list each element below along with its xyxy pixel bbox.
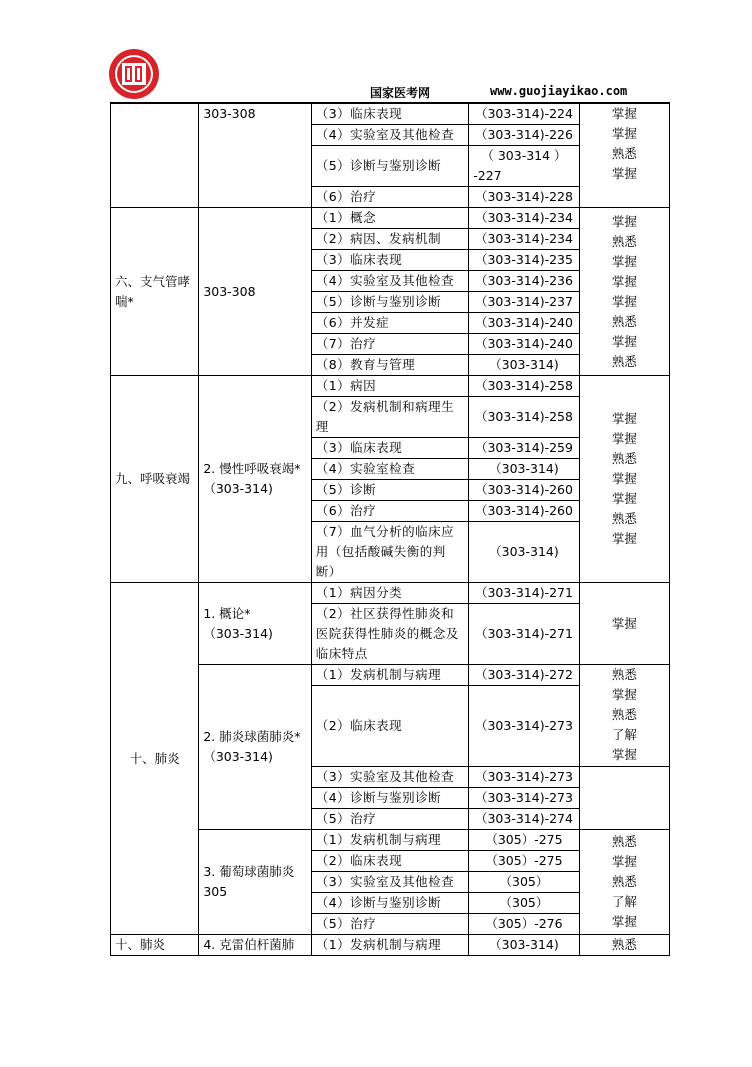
sub-title: 2. 肺炎球菌肺炎* xyxy=(203,729,301,744)
ref-cell: （303-314) xyxy=(469,355,579,376)
site-name: 国家医考网 xyxy=(370,86,431,100)
level-text: 掌握 xyxy=(611,854,637,869)
level-text: 熟悉 xyxy=(611,511,637,526)
sub-ref: 305 xyxy=(203,884,228,899)
ref-cell: （303-314)-271 xyxy=(469,583,579,604)
ref-cell: （303-314)-260 xyxy=(469,501,579,522)
level-text: 熟悉 xyxy=(611,353,637,369)
ref-text: （ 303-314 ） xyxy=(481,148,567,163)
level-text: 掌握 xyxy=(611,747,637,762)
level-text: 熟悉 xyxy=(611,313,637,329)
level-text: 掌握 xyxy=(611,253,637,269)
sub-ref: （303-314) xyxy=(203,625,273,641)
ref-cell: （303-314) xyxy=(469,935,579,956)
item-cell: （6）治疗 xyxy=(311,501,469,522)
ref-cell: （305）-276 xyxy=(469,914,579,935)
sub-cell xyxy=(199,376,311,583)
sub-cell: 4. 克雷伯杆菌肺 xyxy=(199,935,311,956)
ref-cell: （305）-275 xyxy=(469,830,579,851)
item-cell: （4）实验室及其他检查 xyxy=(311,125,469,146)
ref-cell: （303-314)-258 xyxy=(469,397,579,438)
level-cell xyxy=(579,376,669,583)
sub-ref: （303-314) xyxy=(203,749,273,764)
item-cell: （2）临床表现 xyxy=(311,851,469,872)
item-cell: （3）临床表现 xyxy=(311,438,469,459)
sub-cell xyxy=(199,665,311,830)
item-cell: （2）临床表现 xyxy=(311,686,469,767)
unit-cell xyxy=(111,104,199,208)
ref-cell: （303-314)-273 xyxy=(469,767,579,788)
site-url[interactable]: www.guojiayikao.com xyxy=(490,84,628,98)
ref-cell: （303-314)-234 xyxy=(469,208,579,229)
level-text: 熟悉 xyxy=(611,874,637,889)
ref-cell: （303-314) xyxy=(469,459,579,480)
item-cell: （5）治疗 xyxy=(311,914,469,935)
ref-cell xyxy=(469,146,579,187)
item-cell: （5）诊断 xyxy=(311,480,469,501)
level-text: 了解 xyxy=(611,894,637,909)
syllabus-table xyxy=(110,103,670,956)
item-cell: （6）治疗 xyxy=(311,187,469,208)
ref-cell: （305） xyxy=(469,872,579,893)
level-text: 掌握 xyxy=(611,126,637,141)
level-text: 熟悉 xyxy=(611,667,637,682)
ref-cell: （303-314)-228 xyxy=(469,187,579,208)
item-cell: （4）诊断与鉴别诊断 xyxy=(311,788,469,809)
ref-cell: （303-314)-235 xyxy=(469,250,579,271)
table-row xyxy=(111,104,670,125)
item-cell: （2）病因、发病机制 xyxy=(311,229,469,250)
logo-icon xyxy=(108,48,160,100)
level-text: 掌握 xyxy=(611,106,637,121)
level-text: 了解 xyxy=(611,727,637,742)
level-cell xyxy=(579,665,669,767)
table-row xyxy=(111,583,670,604)
item-cell: （5）诊断与鉴别诊断 xyxy=(311,146,469,187)
item-cell: （2）社区获得性肺炎和医院获得性肺炎的概念及临床特点 xyxy=(311,604,469,665)
ref-cell: （303-314)-259 xyxy=(469,438,579,459)
ref-cell: （303-314)-271 xyxy=(469,604,579,665)
item-cell: （3）临床表现 xyxy=(311,250,469,271)
table-row xyxy=(111,208,670,229)
level-text: 掌握 xyxy=(611,293,637,309)
ref-cell: （303-314)-240 xyxy=(469,334,579,355)
ref-cell: （305） xyxy=(469,893,579,914)
sub-cell xyxy=(199,830,311,935)
item-cell: （5）诊断与鉴别诊断 xyxy=(311,292,469,313)
table-row xyxy=(111,935,670,956)
item-cell: （3）实验室及其他检查 xyxy=(311,767,469,788)
item-cell: （7）血气分析的临床应用（包括酸碱失衡的判断） xyxy=(311,522,469,583)
level-text: 掌握 xyxy=(611,531,637,546)
item-cell: （7）治疗 xyxy=(311,334,469,355)
item-cell: （4）实验室检查 xyxy=(311,459,469,480)
level-text: 熟悉 xyxy=(611,233,637,249)
ref-cell: （303-314)-274 xyxy=(469,809,579,830)
ref-cell: （303-314)-234 xyxy=(469,229,579,250)
level-cell xyxy=(579,830,669,935)
item-cell: （3）临床表现 xyxy=(311,104,469,125)
item-cell: （1）病因分类 xyxy=(311,583,469,604)
item-cell: （1）概念 xyxy=(311,208,469,229)
ref-cell: （303-314)-273 xyxy=(469,686,579,767)
level-text: 熟悉 xyxy=(611,451,637,466)
unit-cell: 六、支气管哮喘* xyxy=(111,208,199,376)
level-text: 掌握 xyxy=(611,273,637,289)
ref-cell: （303-314)-272 xyxy=(469,665,579,686)
level-text: 熟悉 xyxy=(611,146,637,161)
sub-cell xyxy=(199,583,311,665)
item-cell: （4）实验室及其他检查 xyxy=(311,271,469,292)
sub-cell: 303-308 xyxy=(199,104,311,208)
ref-cell: （303-314)-236 xyxy=(469,271,579,292)
item-cell: （6）并发症 xyxy=(311,313,469,334)
ref-cell: （303-314)-258 xyxy=(469,376,579,397)
sub-cell: 303-308 xyxy=(199,208,311,376)
sub-title: 1. 概论* xyxy=(203,605,251,621)
item-cell: （2）发病机制和病理生理 xyxy=(311,397,469,438)
level-text: 掌握 xyxy=(611,411,637,426)
item-cell: （5）治疗 xyxy=(311,809,469,830)
level-text: 熟悉 xyxy=(611,834,637,849)
table-row xyxy=(111,376,670,397)
level-cell xyxy=(579,208,669,376)
level-text: 掌握 xyxy=(611,471,637,486)
ref-cell: （303-314)-226 xyxy=(469,125,579,146)
sub-title: 3. 葡萄球菌肺炎 xyxy=(203,864,295,879)
level-text: 掌握 xyxy=(611,687,637,702)
ref-cell: （303-314)-237 xyxy=(469,292,579,313)
level-text: 掌握 xyxy=(611,491,637,506)
level-text: 掌握 xyxy=(611,213,637,229)
sub-ref: （303-314) xyxy=(203,481,273,496)
level-cell: 掌握 xyxy=(579,583,669,665)
ref-cell: （303-314)-224 xyxy=(469,104,579,125)
unit-cell: 十、肺炎 xyxy=(111,583,199,935)
item-cell: （1）病因 xyxy=(311,376,469,397)
ref-cell: （303-314)-273 xyxy=(469,788,579,809)
level-text: 掌握 xyxy=(611,914,637,929)
level-text: 掌握 xyxy=(611,166,637,181)
item-cell: （4）诊断与鉴别诊断 xyxy=(311,893,469,914)
sub-title: 2. 慢性呼吸衰竭* xyxy=(203,461,301,476)
item-cell: （1）发病机制与病理 xyxy=(311,935,469,956)
item-cell: （1）发病机制与病理 xyxy=(311,830,469,851)
unit-cell: 九、呼吸衰竭 xyxy=(111,376,199,583)
item-cell: （3）实验室及其他检查 xyxy=(311,872,469,893)
level-cell-empty xyxy=(579,767,669,830)
level-text: 掌握 xyxy=(611,333,637,349)
ref-cell: （303-314) xyxy=(469,522,579,583)
unit-cell: 十、肺炎 xyxy=(111,935,199,956)
level-text: 掌握 xyxy=(611,431,637,446)
item-cell: （8）教育与管理 xyxy=(311,355,469,376)
ref-cell: （303-314)-240 xyxy=(469,313,579,334)
level-cell: 熟悉 xyxy=(579,935,669,956)
ref-cell: （305）-275 xyxy=(469,851,579,872)
ref-cell: （303-314)-260 xyxy=(469,480,579,501)
item-cell: （1）发病机制与病理 xyxy=(311,665,469,686)
ref-text: -227 xyxy=(473,168,502,183)
level-text: 熟悉 xyxy=(611,707,637,722)
level-cell xyxy=(579,104,669,208)
